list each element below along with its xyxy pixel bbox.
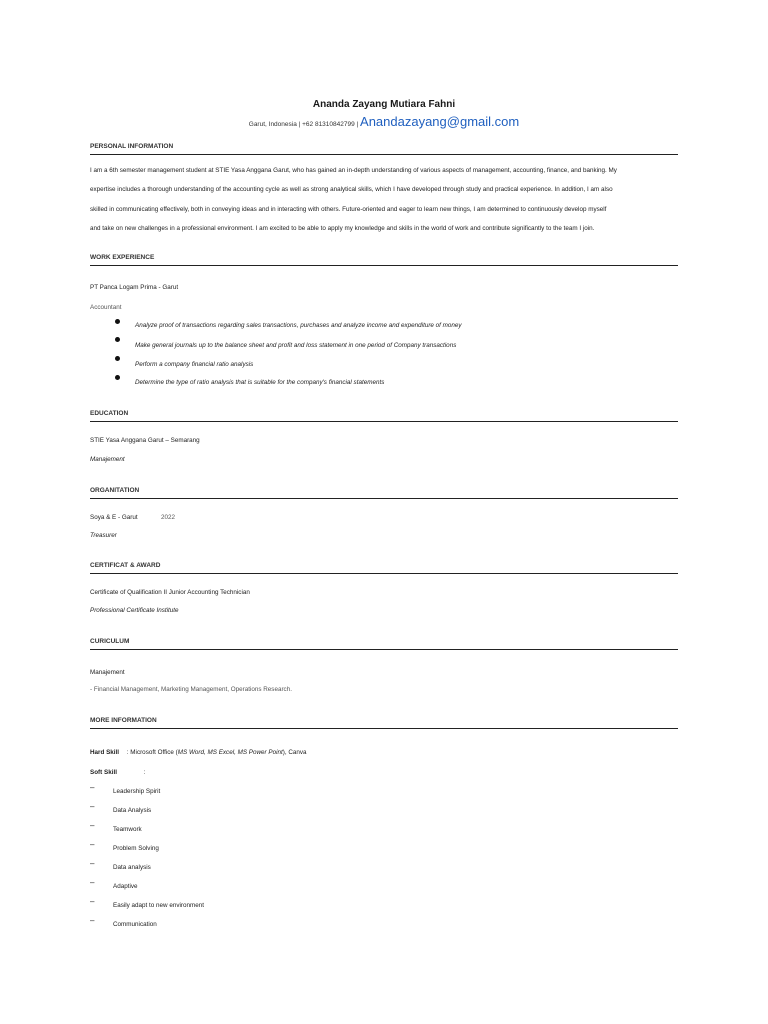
soft-skill-item: Easily adapt to new environment bbox=[113, 902, 205, 909]
dash-bullet-icon: – bbox=[90, 821, 95, 830]
soft-skill-item: Teamwork bbox=[113, 826, 142, 833]
job-role: Accountant bbox=[90, 304, 122, 311]
education-major: Manajement bbox=[90, 456, 125, 463]
school-name: STIE Yasa Anggana Garut – Semarang bbox=[90, 437, 200, 444]
certificate-issuer: Professional Certificate Institute bbox=[90, 607, 179, 614]
summary-line: expertise includes a thorough understanding of the accounting cycle as well as strong analytical skills, which I have developed through study and practical experience. In addition, I am also bbox=[90, 186, 613, 194]
hard-skill-tail: ), Canva bbox=[282, 749, 307, 756]
section-title-curriculum: CURICULUM bbox=[90, 638, 130, 645]
duty-item: Perform a company financial ratio analysis bbox=[135, 361, 254, 368]
soft-skill-item: Adaptive bbox=[113, 883, 138, 890]
soft-skill-label: Soft Skill bbox=[90, 769, 117, 776]
section-divider bbox=[90, 498, 678, 499]
organization-position: Treasurer bbox=[90, 532, 117, 539]
soft-skill-item: Problem Solving bbox=[113, 845, 159, 852]
certificate-name: Certificate of Qualification II Junior Accounting Technician bbox=[90, 589, 250, 596]
section-title-more-info: MORE INFORMATION bbox=[90, 717, 157, 724]
section-title-organization: ORGANITATION bbox=[90, 487, 140, 494]
duty-item: Analyze proof of transactions regarding sales transactions, purchases and analyze income and expenditure of money bbox=[135, 322, 462, 329]
section-divider bbox=[90, 265, 678, 266]
hard-skill-label: Hard Skill bbox=[90, 749, 120, 756]
section-divider bbox=[90, 649, 678, 650]
contact-line bbox=[0, 114, 768, 129]
section-divider bbox=[90, 154, 678, 155]
curriculum-subject: Manajement bbox=[90, 669, 125, 676]
section-title-certificate: CERTIFICAT & AWARD bbox=[90, 562, 161, 569]
soft-skill-item: Leadership Spirit bbox=[113, 788, 161, 795]
resume-name: Ananda Zayang Mutiara Fahni bbox=[312, 99, 456, 110]
bullet-icon bbox=[115, 319, 120, 324]
dash-bullet-icon: – bbox=[90, 897, 95, 906]
soft-skill-item: Data Analysis bbox=[113, 807, 152, 814]
email-link[interactable]: Anandazayang@gmail.com bbox=[360, 114, 520, 129]
dash-bullet-icon: – bbox=[90, 916, 95, 925]
bullet-icon bbox=[115, 375, 120, 380]
hard-skill-sep: : Microsoft Office ( bbox=[126, 749, 178, 756]
section-divider bbox=[90, 421, 678, 422]
soft-skill-sep: : bbox=[143, 769, 146, 776]
dash-bullet-icon: – bbox=[90, 878, 95, 887]
dash-bullet-icon: – bbox=[90, 859, 95, 868]
organization-name: Soya & E - Garut bbox=[90, 514, 138, 521]
soft-skill-row bbox=[90, 769, 145, 776]
contact-info: Garut, Indonesia | +62 81310842799 | bbox=[248, 121, 361, 128]
company-name: PT Panca Logam Prima - Garut bbox=[90, 284, 179, 291]
section-title-education: EDUCATION bbox=[90, 410, 129, 417]
bullet-icon bbox=[115, 337, 120, 342]
dash-bullet-icon: – bbox=[90, 802, 95, 811]
dash-bullet-icon: – bbox=[90, 840, 95, 849]
personal-summary bbox=[90, 161, 670, 238]
curriculum-details: - Financial Management, Marketing Management, Operations Research. bbox=[90, 686, 292, 693]
section-title-personal: PERSONAL INFORMATION bbox=[90, 143, 174, 150]
bullet-icon bbox=[115, 356, 120, 361]
organization-year: 2022 bbox=[161, 514, 176, 521]
duty-item: Make general journals up to the balance sheet and profit and loss statement in one period of Company transactions bbox=[135, 342, 457, 349]
hard-skill-tools: MS Word, MS Excel, MS Power Point bbox=[177, 749, 283, 756]
section-divider bbox=[90, 573, 678, 574]
summary-line: I am a 6th semester management student at STIE Yasa Anggana Garut, who has gained an in-depth understanding of various aspects of management, accounting, finance, and banking. My bbox=[90, 167, 617, 174]
dash-bullet-icon: – bbox=[90, 783, 95, 792]
soft-skill-item: Communication bbox=[113, 921, 157, 928]
soft-skill-item: Data analysis bbox=[113, 864, 151, 871]
duty-item: Determine the type of ratio analysis that is suitable for the company's financial statements bbox=[135, 379, 385, 386]
hard-skill-row bbox=[90, 749, 307, 756]
section-divider bbox=[90, 728, 678, 729]
summary-line: skilled in communicating effectively, both in conveying ideas and in interacting with others. Future-oriented and eager to learn new things, I am determined to continuously develop myself bbox=[90, 205, 607, 213]
section-title-work: WORK EXPERIENCE bbox=[90, 254, 155, 261]
summary-line: and take on new challenges in a professional environment. I am excited to be able to apply my knowledge and skills in the world of work and contribute significantly to the team I join. bbox=[90, 224, 595, 232]
